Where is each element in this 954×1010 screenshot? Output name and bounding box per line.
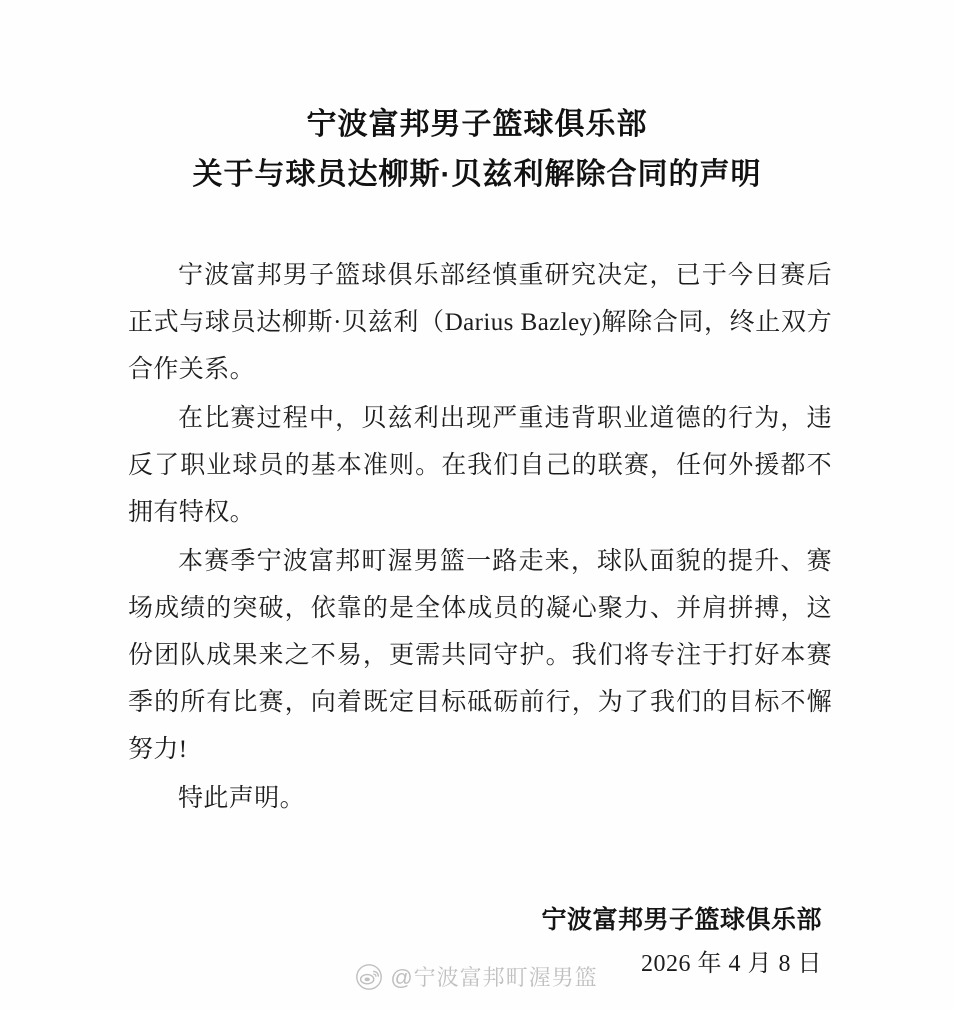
paragraph-2: 在比赛过程中，贝兹利出现严重违背职业道德的行为，违反了职业球员的基本准则。在我们自己的联赛，任何外援都不拥有特权。 xyxy=(128,405,832,526)
title-line-2: 关于与球员达柳斯·贝兹利解除合同的声明 xyxy=(192,158,762,191)
paragraph-4: 特此声明。 xyxy=(178,785,306,812)
paragraph-3: 本赛季宁波富邦町渥男篮一路走来，球队面貌的提升、赛场成绩的突破，依靠的是全体成员的凝心聚力、并肩拼搏，这份团队成果来之不易，更需共同守护。我们将专注于打好本赛季的所有比赛，向着既定目标砥砺前行，为了我们的目标不懈努力! xyxy=(128,548,832,763)
paragraph-1: 宁波富邦男子篮球俱乐部经慎重研究决定，已于今日赛后正式与球员达柳斯·贝兹利（Darius Bazley)解除合同，终止双方合作关系。 xyxy=(128,262,832,383)
document-title xyxy=(0,0,954,200)
weibo-logo-icon xyxy=(356,964,382,990)
watermark xyxy=(0,961,954,992)
signature-date: 2026 年 4 月 8 日 xyxy=(641,951,822,977)
title-line-1: 宁波富邦男子篮球俱乐部 xyxy=(306,108,648,141)
watermark-text: @宁波富邦町渥男篮 xyxy=(390,965,598,990)
signature-organization: 宁波富邦男子篮球俱乐部 xyxy=(541,906,822,934)
document-body xyxy=(0,252,954,822)
